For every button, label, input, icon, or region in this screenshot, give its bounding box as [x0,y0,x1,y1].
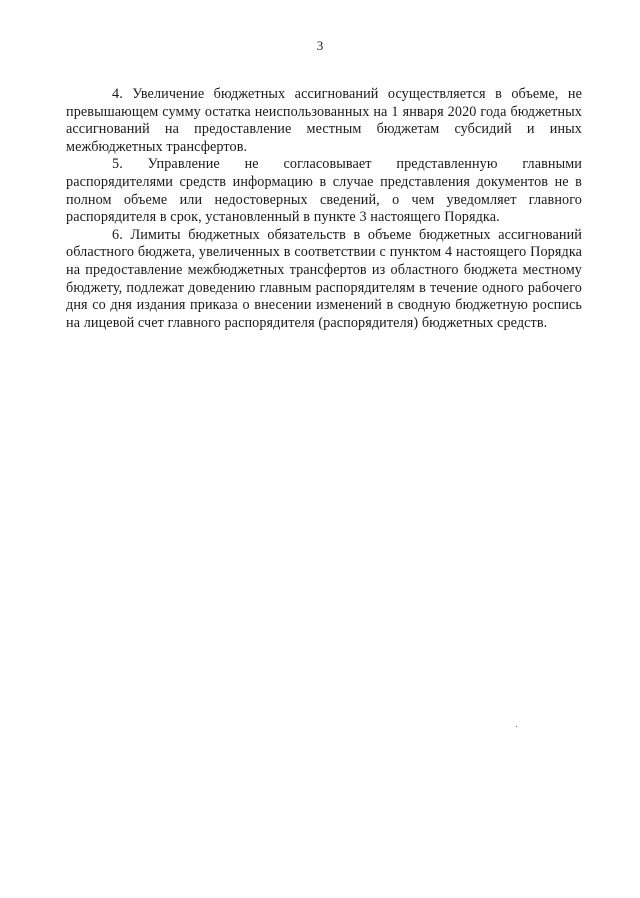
page-number: 3 [316,38,324,53]
paragraph-item-6: 6. Лимиты бюджетных обязательств в объеме бюджетных ассигнований областного бюджета, увеличенных в соответствии с пунктом 4 настоящего Порядка на предоставление межбюджетных трансфертов из областного бюджета местному бюджету, подлежат доведению главным распорядителям в течение одного рабочего дня со дня издания приказа о внесении изменений в сводную бюджетную роспись на лицевой счет главного распорядителя (распорядителя) бюджетных средств. [66,226,582,331]
paragraph-item-4: 4. Увеличение бюджетных ассигнований осуществляется в объеме, не превышающем сумму остатка неиспользованных на 1 января 2020 года бюджетных ассигнований на предоставление местным бюджетам субсидий и иных межбюджетных трансфертов. [66,86,582,155]
paragraph-item-5: 5. Управление не согласовывает представленную главными распорядителями средств информацию в случае представления документов не в полном объеме или недостоверных сведений, о чем уведомляет главного распорядителя в срок, установленный в пункте 3 настоящего Порядка. [66,156,582,226]
document-body [66,86,582,332]
scan-artifact [516,726,517,727]
